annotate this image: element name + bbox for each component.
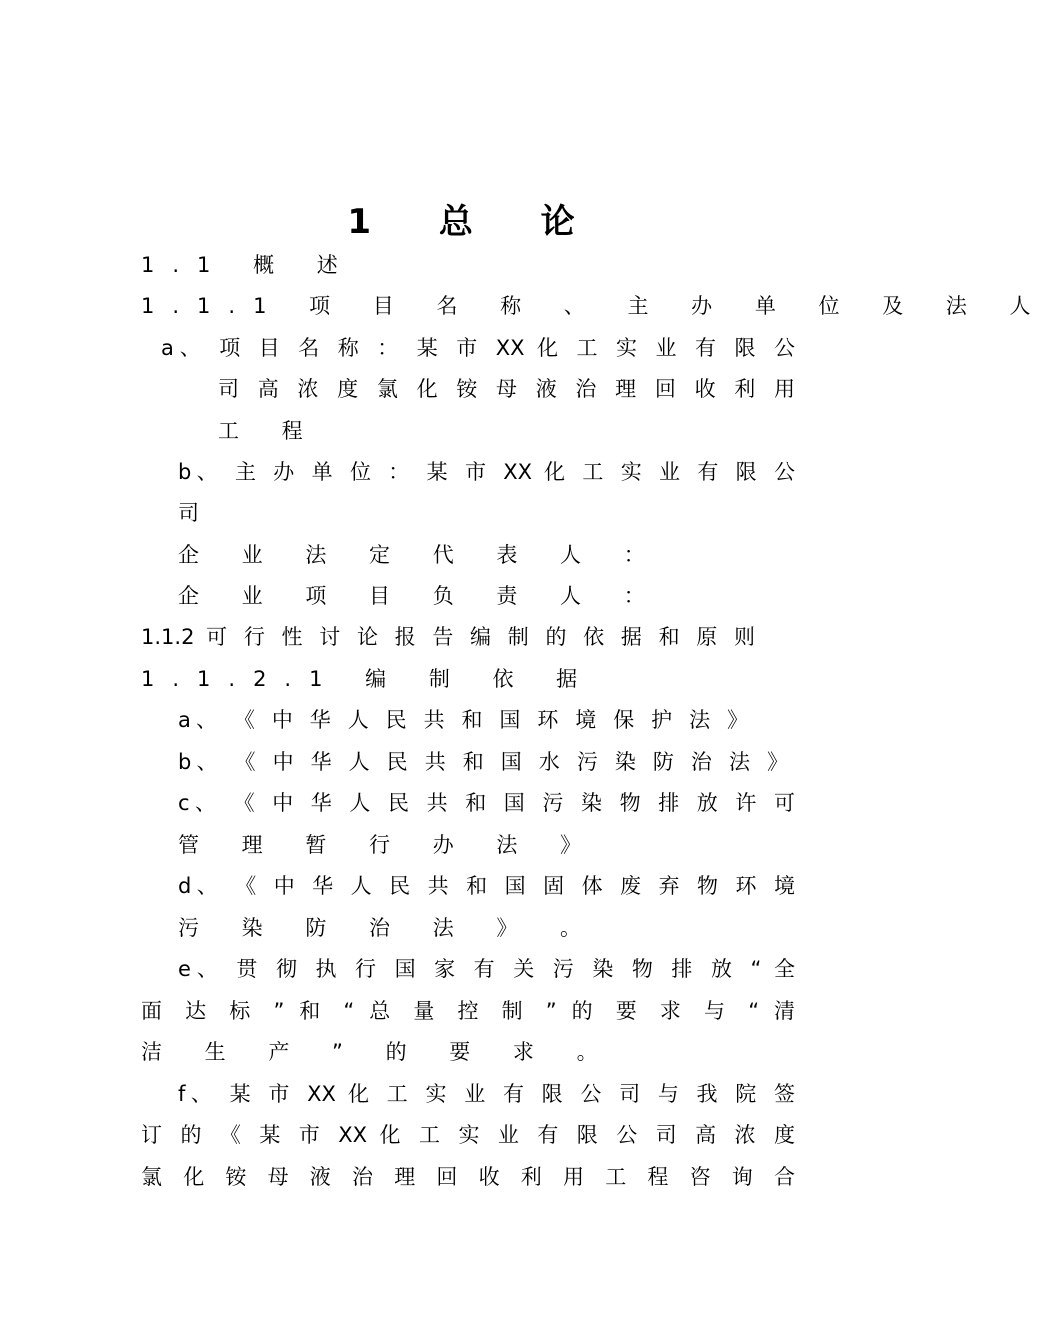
list-item-continuation: 司 <box>178 501 217 525</box>
chapter-title: 1 总 论 <box>347 202 603 242</box>
list-item: b、 主 办 单 位 ： 某 市 XX 化 工 实 业 有 限 公 <box>178 460 795 484</box>
paragraph-line: f、 某 市 XX 化 工 实 业 有 限 公 司 与 我 院 签 <box>178 1082 795 1106</box>
list-item: d、 《 中 华 人 民 共 和 国 固 体 废 弃 物 环 境 <box>178 874 795 898</box>
paragraph-line: 企 业 法 定 代 表 人 ： <box>178 543 663 567</box>
paragraph-line: 订 的 《 某 市 XX 化 工 实 业 有 限 公 司 高 浓 度 <box>141 1123 795 1147</box>
paragraph-line: e、 贯 彻 执 行 国 家 有 关 污 染 物 排 放 “ 全 <box>178 957 795 981</box>
list-item: a、 项 目 名 称 ： 某 市 XX 化 工 实 业 有 限 公 <box>161 336 795 360</box>
list-item-continuation: 管 理 暂 行 办 法 》 <box>178 833 600 857</box>
list-item-continuation: 司 高 浓 度 氯 化 铵 母 液 治 理 回 收 利 用 <box>218 377 795 401</box>
list-item-continuation: 工 程 <box>218 419 321 443</box>
paragraph-line: 洁 生 产 ” 的 要 求 。 <box>141 1040 616 1064</box>
paragraph-line: 氯 化 铵 母 液 治 理 回 收 利 用 工 程 咨 询 合 <box>141 1165 795 1189</box>
subsubsection-heading: 1.1.2.1 编 制 依 据 <box>141 667 596 691</box>
list-item: b、 《 中 华 人 民 共 和 国 水 污 染 防 治 法 》 <box>178 750 788 774</box>
paragraph-line: 面 达 标 ” 和 “ 总 量 控 制 ” 的 要 求 与 “ 清 <box>141 999 795 1023</box>
paragraph-line: 企 业 项 目 负 责 人 ： <box>178 584 663 608</box>
subsection-heading: 1.1.2 可 行 性 讨 论 报 告 编 制 的 依 据 和 原 则 <box>141 625 755 649</box>
section-heading: 1.1 概 述 <box>141 253 356 277</box>
list-item: a、 《 中 华 人 民 共 和 国 环 境 保 护 法 》 <box>178 708 748 732</box>
list-item-continuation: 污 染 防 治 法 》 。 <box>178 916 600 940</box>
list-item: c、 《 中 华 人 民 共 和 国 污 染 物 排 放 许 可 <box>178 791 795 815</box>
subsection-heading: 1.1.1 项 目 名 称 、 主 办 单 位 及 法 人 <box>141 294 1049 318</box>
